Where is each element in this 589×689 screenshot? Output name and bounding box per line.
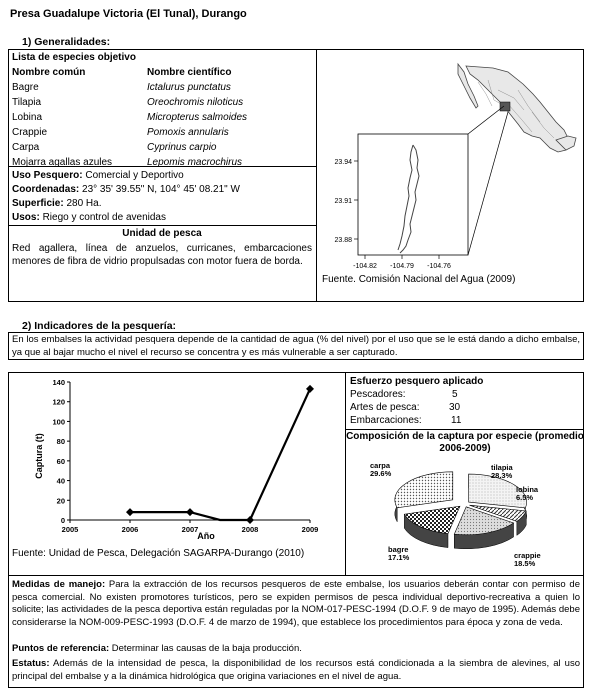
esfuerzo-value: 30 <box>449 402 461 413</box>
y-tick-label: 20 <box>56 496 65 506</box>
unidad-pesca-title: Unidad de pesca <box>122 228 202 239</box>
management-divider <box>8 575 584 576</box>
estatus-text: Además de la intensidad de pesca, la disponibilidad de los recursos está condicionada a la siembra de alevines, al uso principal del embalse y a la dinámica hidrológica que origina variaciones en el nivel de agua. <box>12 658 580 682</box>
species-scientific: Ictalurus punctatus <box>147 82 231 93</box>
section1-divider <box>316 49 317 302</box>
esfuerzo-row <box>350 415 422 426</box>
species-common: Tilapia <box>12 97 42 108</box>
y-tick-label: 40 <box>56 476 65 486</box>
superficie-label: Superficie: <box>12 198 64 209</box>
superficie-value: 280 Ha. <box>66 198 102 209</box>
page-title: Presa Guadalupe Victoria (El Tunal), Durango <box>10 8 247 20</box>
chart-source: Fuente: Unidad de Pesca, Delegación SAGARPA-Durango (2010) <box>12 548 305 559</box>
map-y-tick: 23.88 <box>334 237 352 244</box>
x-tick-label: 2009 <box>301 525 319 534</box>
y-tick-label: 140 <box>52 378 65 387</box>
data-point-marker <box>186 508 194 516</box>
catch-line-chart <box>10 374 344 550</box>
chart-y-axis-label: Captura (t) <box>34 433 44 479</box>
pie-value-lobina: 6.5% <box>516 493 534 502</box>
x-tick-label: 2006 <box>121 525 139 534</box>
pie-label-lobina: lobina <box>516 485 539 494</box>
species-list-title: Lista de especies objetivo <box>12 52 136 63</box>
intro-text: En los embalses la actividad pesquera depende de la cantidad de agua (% del nivel) por el uso que se le está dando a dicho embalse, ya que al bajar mucho el nivel el recurso se concentra y es más vulnerable a ser capturado. <box>12 334 580 358</box>
uso-pesquero-label: Uso Pesquero: <box>12 170 83 181</box>
esfuerzo-value: 5 <box>452 389 458 400</box>
management-measures <box>12 579 580 629</box>
data-point-marker <box>126 508 134 516</box>
divider-uso <box>8 225 316 226</box>
puntos-label: Puntos de referencia: <box>12 643 110 654</box>
species-row <box>12 82 312 97</box>
species-common: Lobina <box>12 112 43 123</box>
species-common: Crappie <box>12 127 48 138</box>
species-row <box>12 112 312 127</box>
superficie <box>12 198 102 209</box>
uso-pesquero <box>12 170 184 181</box>
species-row <box>12 97 312 112</box>
pie-value-carpa: 29.6% <box>370 469 392 478</box>
esfuerzo-row <box>350 389 406 400</box>
species-common: Carpa <box>12 142 40 153</box>
section-1-heading: 1) Generalidades: <box>22 36 111 48</box>
esfuerzo-row <box>350 402 419 413</box>
species-row <box>12 142 312 157</box>
pie-value-tilapia: 28.3% <box>491 471 513 480</box>
pie-value-crappie: 18.5% <box>514 559 536 568</box>
catch-pie-chart <box>346 458 584 574</box>
esfuerzo-label: Artes de pesca: <box>350 402 420 413</box>
species-scientific: Pomoxis annularis <box>147 127 229 138</box>
esfuerzo-label: Pescadores: <box>350 389 406 400</box>
esfuerzo-title: Esfuerzo pesquero aplicado <box>350 376 484 387</box>
map-source: Fuente. Comisión Nacional del Agua (2009) <box>322 274 516 285</box>
usos-label: Usos: <box>12 212 40 223</box>
callout-line <box>468 112 508 255</box>
x-tick-label: 2007 <box>181 525 199 534</box>
x-tick-label: 2008 <box>241 525 259 534</box>
location-map <box>318 50 582 300</box>
puntos-text: Determinar las causas de la baja producción. <box>111 643 302 654</box>
esfuerzo-label: Embarcaciones: <box>350 415 422 426</box>
pie-label-tilapia: tilapia <box>491 463 513 472</box>
map-x-tick: -104.76 <box>427 263 451 270</box>
esfuerzo-divider <box>345 429 584 430</box>
mexico-map-outline <box>466 66 570 152</box>
catch-series-line <box>130 389 310 520</box>
estatus-label: Estatus: <box>12 658 50 669</box>
species-scientific: Micropterus salmoides <box>147 112 248 123</box>
uso-pesquero-value: Comercial y Deportivo <box>85 170 184 181</box>
management-label: Medidas de manejo: <box>12 579 106 590</box>
usos-value: Riego y control de avenidas <box>42 212 166 223</box>
reference-points <box>12 643 580 656</box>
y-tick-label: 60 <box>56 456 65 466</box>
y-tick-label: 120 <box>52 397 65 407</box>
pie-title: Composición de la captura por especie (promedio 2006-2009) <box>346 431 584 454</box>
pie-slice-carpa <box>395 472 453 508</box>
inset-frame <box>358 134 468 255</box>
species-row <box>12 127 312 142</box>
map-x-tick: -104.79 <box>390 263 414 270</box>
species-common: Bagre <box>12 82 39 93</box>
coordenadas-label: Coordenadas: <box>12 184 80 195</box>
data-point-marker <box>246 516 254 524</box>
esfuerzo-value: 11 <box>451 415 462 426</box>
pie-label-crappie: crappie <box>514 551 541 560</box>
x-tick-label: 2005 <box>61 525 79 534</box>
species-common: Mojarra agallas azules <box>12 157 113 168</box>
callout-line <box>468 106 504 134</box>
species-scientific: Cyprinus carpio <box>147 142 217 153</box>
map-y-tick: 23.94 <box>334 159 352 166</box>
species-table <box>12 82 312 172</box>
y-tick-label: 100 <box>52 417 65 427</box>
map-y-tick: 23.91 <box>334 198 352 205</box>
pie-label-bagre: bagre <box>388 545 409 554</box>
coordenadas <box>12 184 240 195</box>
col-scientific-header: Nombre científico <box>147 67 232 78</box>
species-scientific: Lepomis macrochirus <box>147 157 243 168</box>
usos <box>12 212 166 223</box>
coordenadas-value: 23° 35' 39.55" N, 104° 45' 08.21" W <box>82 184 240 195</box>
chart-x-axis-label: Año <box>197 531 215 541</box>
pie-value-bagre: 17.1% <box>388 553 410 562</box>
unidad-pesca-text: Red agallera, línea de anzuelos, curricanes, embarcaciones menores de fibra de vidrio propulsadas con motor fuera de borda. <box>12 243 312 267</box>
section-2-heading: 2) Indicadores de la pesquería: <box>22 320 177 332</box>
col-common-header: Nombre común <box>12 67 86 78</box>
y-tick-label: 80 <box>56 437 65 447</box>
data-point-marker <box>306 385 314 393</box>
species-scientific: Oreochromis niloticus <box>147 97 244 108</box>
management-text: Para la extracción de los recursos pesqueros de este embalse, los usuarios deberán contar con permiso de pesca comercial. No existen promotores turísticos, pero se expiden permisos de pesca individual deportivo-recreativa a quien lo solicite; las actividades de la pesca deportiva están reguladas por la NOM-017-PESC-1994 (D.O.F. 9 de mayo de 1995). Además debe considerarse la NOM-009-PESC-1993 (D.O.F. 4 de marzo de 1994), que establece los procedimientos para época y zona de veda. <box>12 579 580 628</box>
y-tick-label: 0 <box>60 516 65 525</box>
map-x-tick: -104.82 <box>353 263 377 270</box>
pie-label-carpa: carpa <box>370 461 391 470</box>
durango-highlight <box>500 102 510 111</box>
status <box>12 658 580 683</box>
